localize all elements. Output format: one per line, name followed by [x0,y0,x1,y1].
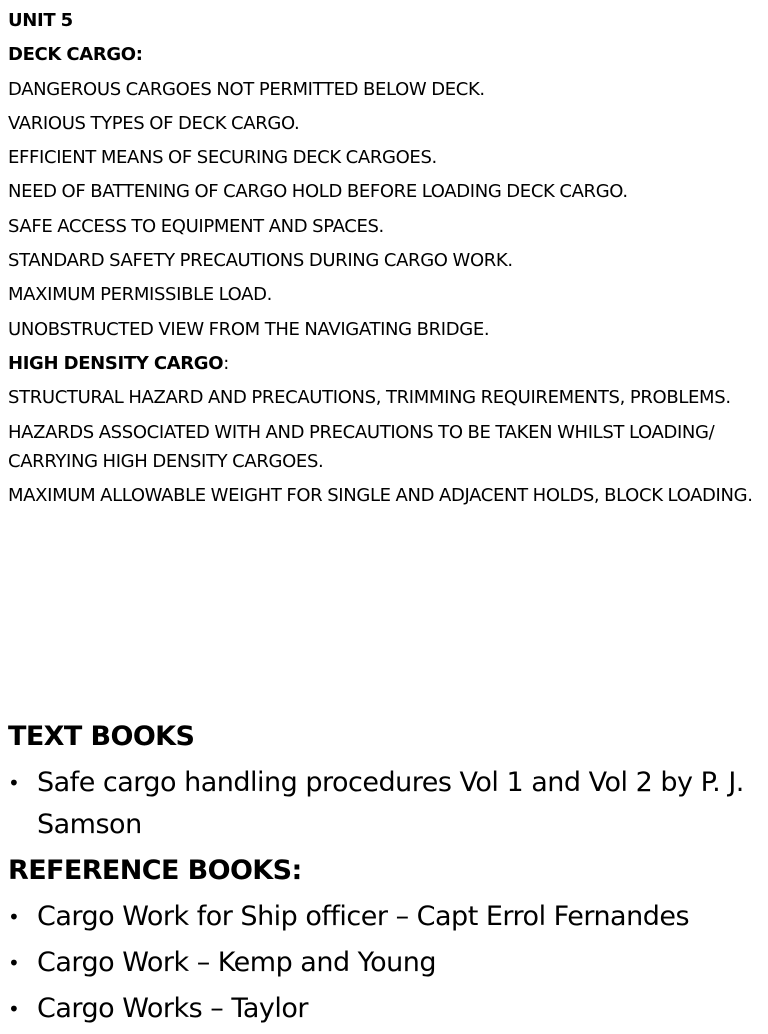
deck-cargo-heading: DECK CARGO: [8,44,143,66]
list-item: MAXIMUM PERMISSIBLE LOAD. [8,284,273,306]
list-item: VARIOUS TYPES OF DECK CARGO. [8,112,300,134]
high-density-cargo-list [8,383,760,510]
list-item: STRUCTURAL HAZARD AND PRECAUTIONS, TRIMMING REQUIREMENTS, PROBLEMS. [8,387,731,409]
reference-title: Cargo Work – Kemp and Young [37,947,436,978]
textbook-item [8,762,760,846]
bullet-icon: • [8,771,20,795]
reference-books-heading: REFERENCE BOOKS: [8,855,302,886]
list-item: UNOBSTRUCTED VIEW FROM THE NAVIGATING BRIDGE. [8,318,490,340]
syllabus-section [8,6,760,515]
list-item: EFFICIENT MEANS OF SECURING DECK CARGOES. [8,147,437,169]
high-density-cargo-heading [8,349,760,378]
textbook-title: Safe cargo handling procedures Vol 1 and Vol 2 by P. J. Samson [37,767,744,840]
deck-cargo-list [8,75,760,344]
list-item: NEED OF BATTENING OF CARGO HOLD BEFORE LOADING DECK CARGO. [8,181,628,203]
list-item: STANDARD SAFETY PRECAUTIONS DURING CARGO WORK. [8,250,513,272]
reference-item [8,896,760,938]
bullet-icon: • [8,905,20,929]
unit-title: UNIT 5 [8,10,73,31]
list-item: DANGEROUS CARGOES NOT PERMITTED BELOW DECK. [8,78,485,100]
textbooks-heading: TEXT BOOKS [8,721,195,752]
list-item: SAFE ACCESS TO EQUIPMENT AND SPACES. [8,215,384,237]
high-density-heading-text: HIGH DENSITY CARGO [8,352,224,374]
list-item: HAZARDS ASSOCIATED WITH AND PRECAUTIONS TO BE TAKEN WHILST LOADING/ CARRYING HIGH DENSITY CARGOES. [8,421,715,472]
high-density-heading-colon: : [223,352,229,374]
reference-item [8,942,760,984]
books-section [8,716,760,1034]
bullet-icon: • [8,951,20,975]
reference-title: Cargo Works – Taylor [37,993,309,1024]
list-item: MAXIMUM ALLOWABLE WEIGHT FOR SINGLE AND ADJACENT HOLDS, BLOCK LOADING. [8,484,753,506]
bullet-icon: • [8,997,20,1021]
reference-title: Cargo Work for Ship officer – Capt Errol Fernandes [37,901,690,932]
